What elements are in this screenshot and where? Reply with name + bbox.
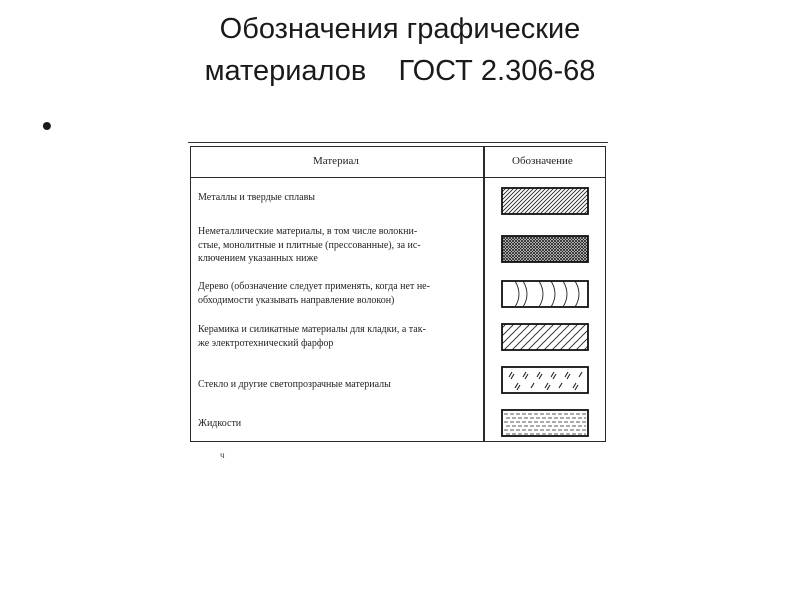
slide-title-line-1: Обозначения графические — [219, 13, 581, 45]
nonmetallic-crosshatch-symbol — [501, 235, 589, 263]
table-row-wood — [198, 280, 480, 307]
scan-top-rule — [188, 142, 608, 143]
row-text-line: ключением указанных ниже — [198, 253, 318, 264]
column-divider — [483, 147, 485, 441]
header-material: Материал — [313, 155, 359, 167]
liquids-dashed-symbol — [501, 409, 589, 437]
glass-strokes-symbol — [501, 366, 589, 394]
scanned-table-image — [188, 142, 608, 460]
slide-title — [0, 8, 800, 92]
row-text-line: Стекло и другие светопрозрачные материалы — [198, 379, 391, 390]
scan-footer-fragment: ч — [220, 450, 225, 460]
row-text-line: стые, монолитные и плитные (прессованные), за ис- — [198, 239, 421, 251]
row-text-line: Неметаллические материалы, в том числе волокни- — [198, 226, 418, 237]
table-header-row — [191, 147, 605, 178]
table-row-liquids — [198, 417, 480, 431]
metals-hatch-symbol — [501, 187, 589, 215]
table-row-glass — [198, 378, 480, 392]
ceramics-hatch-symbol — [501, 323, 589, 351]
materials-table — [190, 146, 606, 442]
row-text-line: Керамика и силикатные материалы для кладки, а так- — [198, 324, 426, 335]
table-row-ceramics — [198, 323, 480, 350]
row-text-line: же электротехнический фарфор — [198, 337, 334, 349]
header-designation: Обозначение — [512, 155, 573, 167]
row-text-line: Металлы и твердые сплавы — [198, 192, 316, 203]
slide-title-line-2: материалов ГОСТ 2.306-68 — [204, 55, 596, 87]
table-row-nonmetallic — [198, 225, 480, 266]
bullet-point: • — [42, 110, 52, 141]
table-row-metals — [198, 191, 480, 205]
row-text-line: Жидкости — [198, 418, 242, 429]
row-text-line: Дерево (обозначение следует применять, когда нет не- — [198, 281, 430, 292]
row-text-line: обходимости указывать направление волокон) — [198, 294, 395, 306]
wood-arcs-symbol — [501, 280, 589, 308]
